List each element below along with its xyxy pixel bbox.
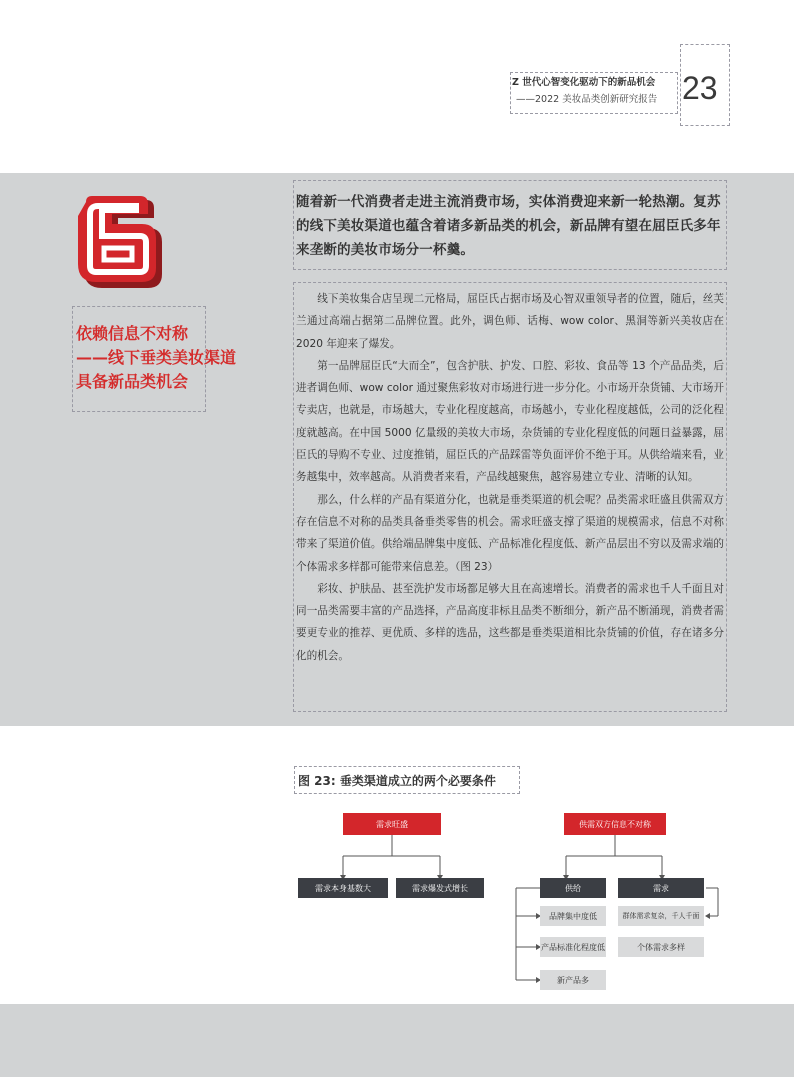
supply-item-1: 品牌集中度低: [540, 906, 606, 926]
header-subtitle: ——2022 美妆品类创新研究报告: [516, 94, 658, 105]
header-title: Z 世代心智变化驱动下的新品机会: [512, 77, 656, 88]
demand-item-2: 个体需求多样: [618, 937, 704, 957]
left-child-box-1: 需求本身基数大: [298, 878, 388, 898]
body-paragraph-4: 彩妆、护肤品、甚至洗护发市场都足够大且在高速增长。消费者的需求也千人千面且对同一品类需要丰富的产品选择，产品高度非标且品类不断细分，新产品不断涌现，消费者需要更专业的推荐、更优质、多样的选品，这些都是垂类渠道相比杂货铺的价值，存在诸多分化的机会。: [296, 582, 724, 662]
supply-box: 供给: [540, 878, 606, 898]
section-title-line-3: 具备新品类机会: [76, 372, 189, 391]
lead-paragraph: 随着新一代消费者走进主流消费市场，实体消费迎来新一轮热潮。复苏的线下美妆渠道也蕴含着诸多新品类的机会，新品牌有望在屈臣氏多年来垄断的美妆市场分一杯羹。: [296, 194, 721, 258]
body-paragraph-1: 线下美妆集合店呈现二元格局，屈臣氏占据市场及心智双重领导者的位置，随后，丝芙兰通过高端占据第二品牌位置。此外，调色师、话梅、wow color、黑洞等新兴美妆店在 2020 年迎来了爆发。: [296, 293, 724, 350]
section-title-line-2: ——线下垂类美妆渠道: [76, 348, 237, 367]
demand-item-1: 群体需求复杂，千人千面: [618, 906, 704, 926]
page-number: 23: [682, 70, 718, 106]
body-paragraph-3: 那么，什么样的产品有渠道分化，也就是垂类渠道的机会呢？品类需求旺盛且供需双方存在信息不对称的品类具备垂类零售的机会。需求旺盛支撑了渠道的规模需求，信息不对称带来了渠道价值。供给端品牌集中度低、产品标准化程度低、新产品层出不穷以及需求端的个体需求多样都可能带来信息差。（图 23）: [296, 493, 724, 573]
right-root-box: 供需双方信息不对称: [564, 813, 666, 835]
section-title-line-1: 依赖信息不对称: [76, 324, 189, 343]
supply-item-2: 产品标准化程度低: [540, 937, 606, 957]
figure-title: 图 23: 垂类渠道成立的两个必要条件: [298, 774, 496, 788]
supply-item-3: 新产品多: [540, 970, 606, 990]
demand-box: 需求: [618, 878, 704, 898]
left-root-box: 需求旺盛: [343, 813, 441, 835]
body-paragraph-2: 第一品牌屈臣氏“大而全”，包含护肤、护发、口腔、彩妆、食品等 13 个产品品类，后进者调色师、wow color 通过聚焦彩妆对市场进行进一步分化。小市场开杂货铺、大市场开专卖店，也就是，市场越大，专业化程度越高，市场越小，专业化程度越低，公司的泛化程度就越高。在中国 5000 亿量级的美妆大市场，杂货铺的专业化程度低的问题日益暴露，屈臣氏的导购不专业、过度推销，屈臣氏的产品踩雷等负面评价不绝于耳。从供给端来看，业务越集中，效率越高。从消费者来看，产品线越聚焦，越容易建立专业、清晰的认知。: [296, 359, 724, 484]
left-child-box-2: 需求爆发式增长: [396, 878, 484, 898]
